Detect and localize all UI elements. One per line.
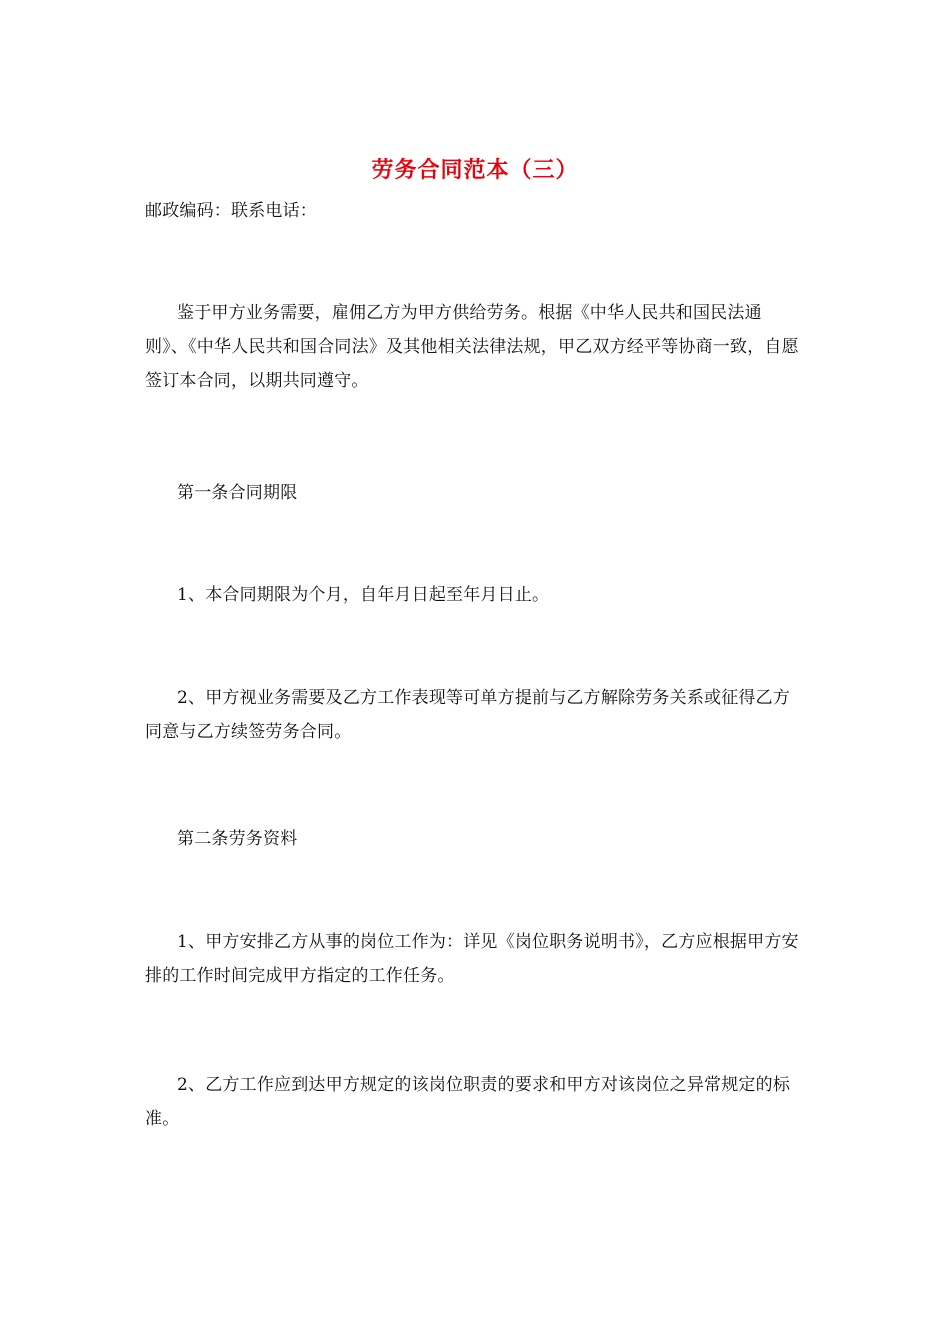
- article1-clause1: 1、本合同期限为个月，自年月日起至年月日止。: [177, 585, 550, 605]
- preamble-paragraph: 鉴于甲方业务需要，雇佣乙方为甲方供给劳务。根据《中华人民共和国民法通则》、《中华人民共和国合同法》及其他相关法律法规，甲乙双方经平等协商一致，自愿签订本合同，以期共同遵守。: [145, 303, 799, 391]
- article2-clause2: 2、乙方工作应到达甲方规定的该岗位职责的要求和甲方对该岗位之异常规定的标准。: [145, 1075, 791, 1129]
- article1-clause2: 2、甲方视业务需要及乙方工作表现等可单方提前与乙方解除劳务关系或征得乙方同意与乙方续签劳务合同。: [145, 688, 791, 742]
- contact-line: 邮政编码：联系电话：: [145, 201, 317, 221]
- document-title: 劳务合同范本（三）: [371, 157, 579, 183]
- article2-heading: 第二条劳务资料: [177, 829, 298, 849]
- article2-clause1: 1、甲方安排乙方从事的岗位工作为：详见《岗位职务说明书》，乙方应根据甲方安排的工作时间完成甲方指定的工作任务。: [145, 932, 799, 986]
- article1-heading: 第一条合同期限: [177, 483, 298, 503]
